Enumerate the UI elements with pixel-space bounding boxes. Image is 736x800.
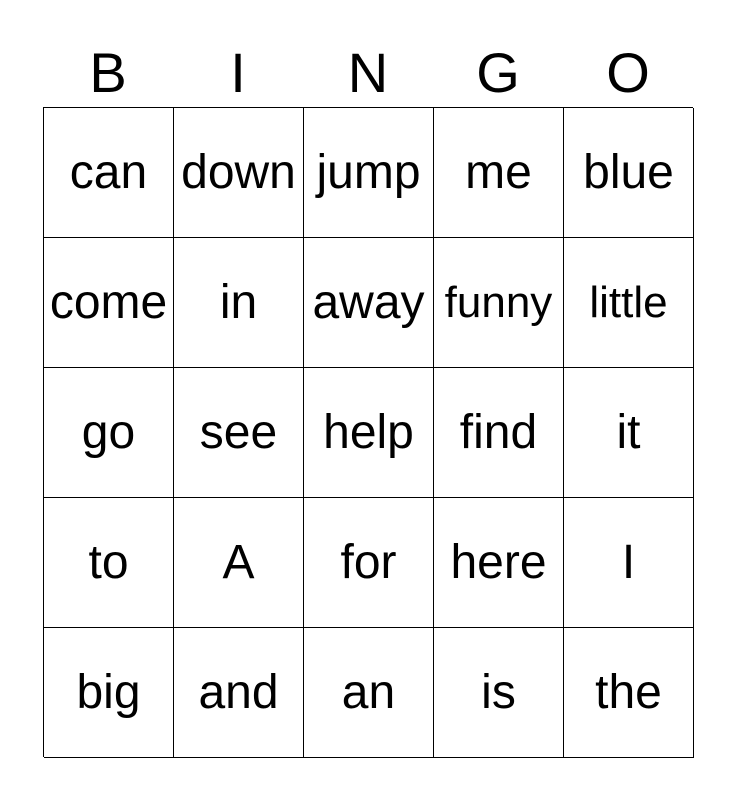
bingo-cell[interactable]: it [564, 368, 694, 498]
header-letter-i: I [230, 41, 246, 104]
bingo-cell[interactable]: jump [304, 108, 434, 238]
bingo-cell[interactable]: the [564, 628, 694, 758]
bingo-cell[interactable]: down [174, 108, 304, 238]
bingo-cell[interactable]: I [564, 498, 694, 628]
bingo-cell[interactable]: and [174, 628, 304, 758]
bingo-header [43, 40, 693, 106]
bingo-cell[interactable]: in [174, 238, 304, 368]
header-letter-o: O [606, 41, 650, 104]
bingo-cell[interactable]: to [44, 498, 174, 628]
bingo-cell[interactable]: blue [564, 108, 694, 238]
bingo-board [43, 107, 693, 757]
bingo-cell[interactable]: can [44, 108, 174, 238]
bingo-cell[interactable]: go [44, 368, 174, 498]
bingo-cell[interactable]: for [304, 498, 434, 628]
bingo-cell[interactable]: an [304, 628, 434, 758]
bingo-cell[interactable]: funny [434, 238, 564, 368]
bingo-cell[interactable]: away [304, 238, 434, 368]
bingo-cell[interactable]: little [564, 238, 694, 368]
header-letter-g: G [476, 41, 520, 104]
bingo-cell[interactable]: big [44, 628, 174, 758]
header-letter-b: B [89, 41, 127, 104]
bingo-cell[interactable]: see [174, 368, 304, 498]
header-letter-n: N [347, 41, 389, 104]
bingo-cell[interactable]: come [44, 238, 174, 368]
bingo-cell[interactable]: help [304, 368, 434, 498]
bingo-cell[interactable]: is [434, 628, 564, 758]
bingo-cell[interactable]: me [434, 108, 564, 238]
bingo-cell[interactable]: here [434, 498, 564, 628]
bingo-cell[interactable]: A [174, 498, 304, 628]
bingo-cell[interactable]: find [434, 368, 564, 498]
